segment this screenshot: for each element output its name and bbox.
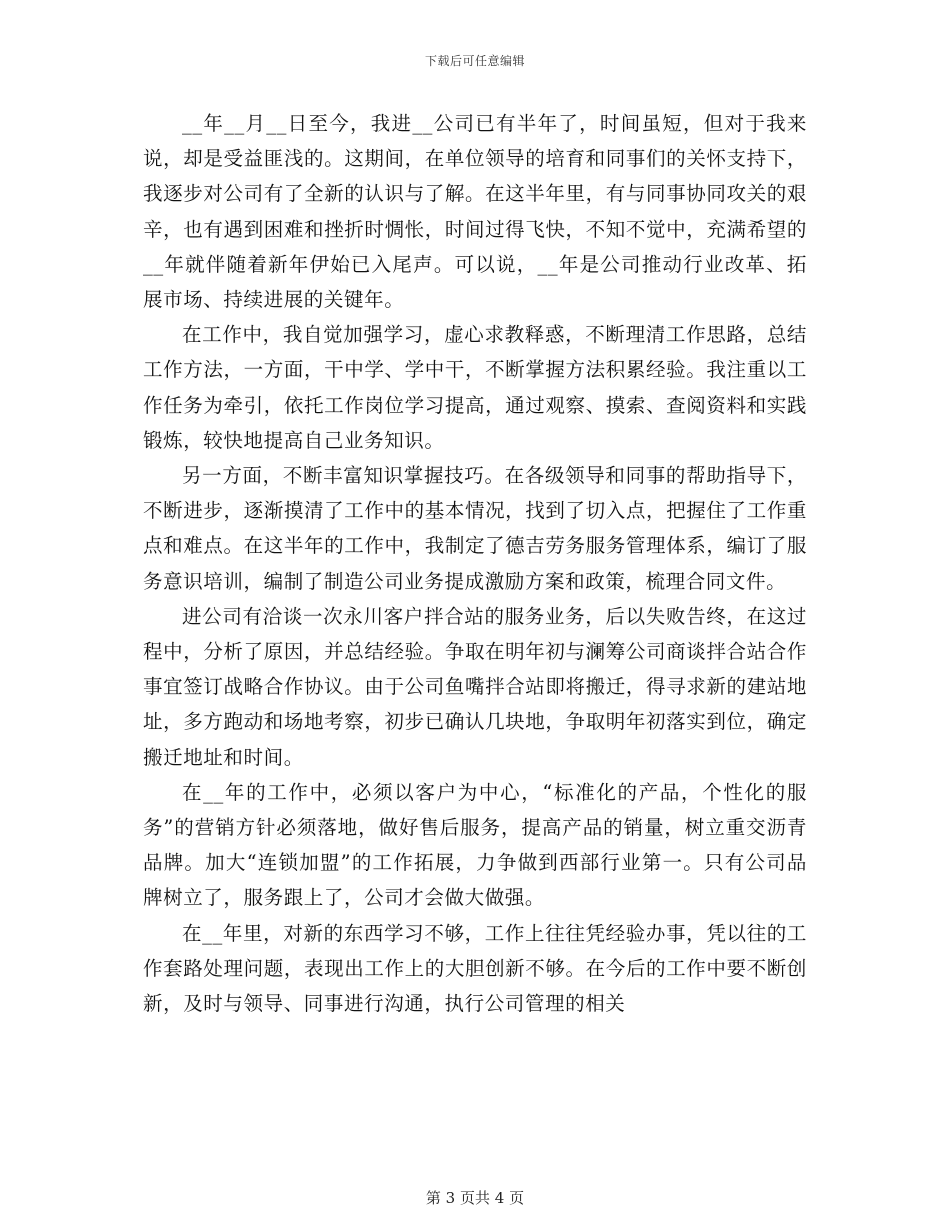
paragraph-4: 进公司有洽谈一次永川客户拌合站的服务业务，后以失败告终，在这过程中，分析了原因，并总结经验。争取在明年初与澜筹公司商谈拌合站合作事宜签订战略合作协议。由于公司鱼嘴拌合站即将搬迁，得寻求新的建站地址，多方跑动和场地考察，初步已确认几块地，争取明年初落实到位，确定搬迁地址和时间。 xyxy=(143,604,807,769)
paragraph-6: 在__年里，对新的东西学习不够，工作上往往凭经验办事，凭以往的工作套路处理问题，表现出工作上的大胆创新不够。在今后的工作中要不断创新，及时与领导、同事进行沟通，执行公司管理的相关 xyxy=(143,921,807,1016)
document-body xyxy=(143,106,807,1021)
page-header: 下载后可任意编辑 xyxy=(424,54,525,68)
paragraph-2: 在工作中，我自觉加强学习，虚心求教释惑，不断理清工作思路，总结工作方法，一方面，干中学、学中干，不断掌握方法积累经验。我注重以工作任务为牵引，依托工作岗位学习提高，通过观察、摸索、查阅资料和实践锻炼，较快地提高自己业务知识。 xyxy=(143,323,807,452)
paragraph-5: 在__年的工作中，必须以客户为中心，“标准化的产品，个性化的服务”的营销方针必须落地，做好售后服务，提高产品的销量，树立重交沥青品牌。加大“连锁加盟”的工作拓展，力争做到西部行业第一。只有公司品牌树立了，服务跟上了，公司才会做大做强。 xyxy=(143,780,807,910)
page-number: 第 3 页共 4 页 xyxy=(425,1189,525,1207)
paragraph-3: 另一方面，不断丰富知识掌握技巧。在各级领导和同事的帮助指导下，不断进步，逐渐摸清了工作中的基本情况，找到了切入点，把握住了工作重点和难点。在这半年的工作中，我制定了德吉劳务服务管理体系，编订了服务意识培训，编制了制造公司业务提成激励方案和政策，梳理合同文件。 xyxy=(143,464,807,593)
paragraph-1: __年__月__日至今，我进__公司已有半年了，时间虽短，但对于我来说，却是受益匪浅的。这期间，在单位领导的培育和同事们的关怀支持下，我逐步对公司有了全新的认识与了解。在这半年里，有与同事协同攻关的艰辛，也有遇到困难和挫折时惆怅，时间过得飞快，不知不觉中，充满希望的__年就伴随着新年伊始已入尾声。可以说，__年是公司推动行业改革、拓展市场、持续进展的关键年。 xyxy=(143,112,807,312)
